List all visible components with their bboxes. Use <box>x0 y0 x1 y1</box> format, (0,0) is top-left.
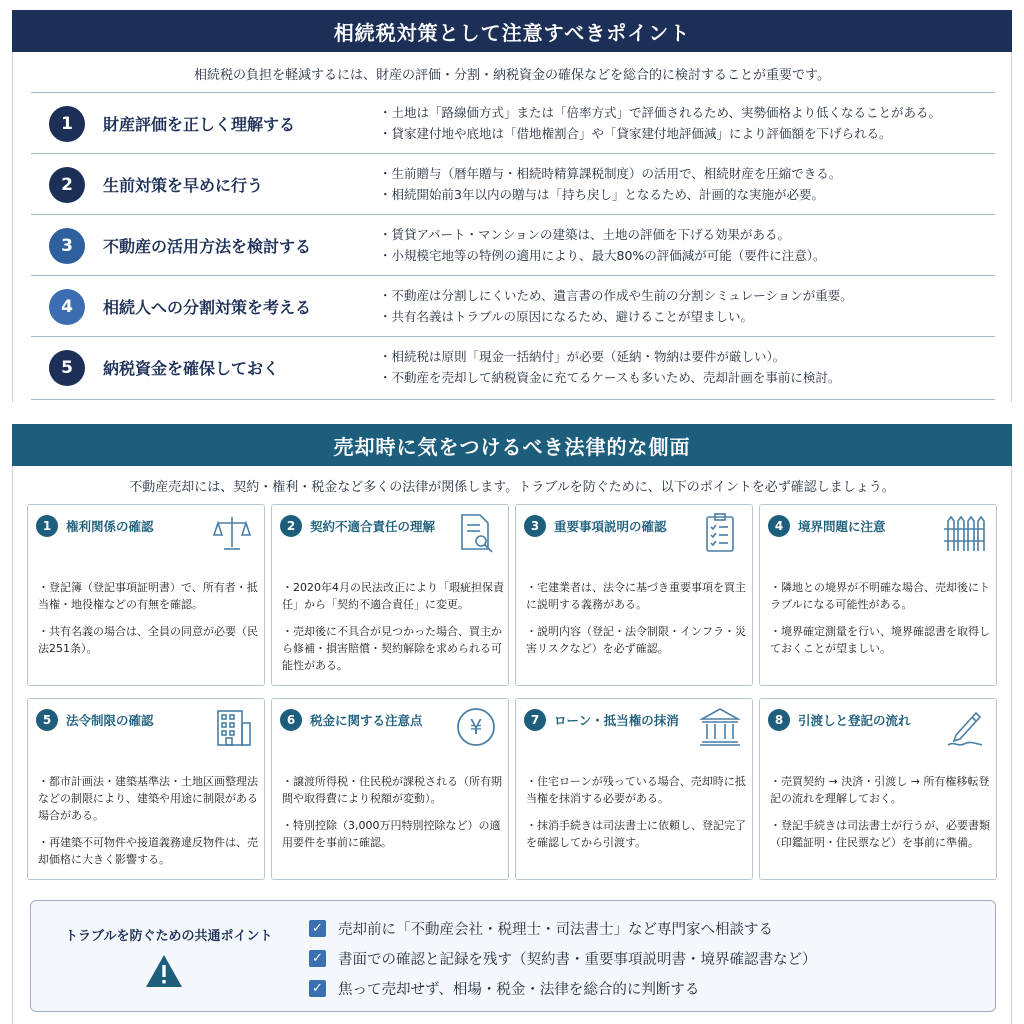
point-text: ・土地は「路線価方式」または「倍率方式」で評価されるため、実勢価格より低くなることがある。 <box>379 105 942 120</box>
s1-item-2 <box>31 153 995 214</box>
card-body <box>38 773 260 878</box>
point-text: ・2020年4月の民法改正により「瑕疵担保責任」から「契約不適合責任」に変更。 <box>282 581 504 611</box>
common-points-box <box>30 900 996 1012</box>
point-text: ・不動産は分割しにくいため、遺言書の作成や生前の分割シミュレーションが重要。 <box>379 288 853 303</box>
point-text: ・小規模宅地等の特例の適用により、最大80%の評価減が可能（要件に注意）。 <box>379 248 826 263</box>
point-text: ・住宅ローンが残っている場合、売却時に抵当権を抹消する必要がある。 <box>526 775 746 805</box>
card-contract <box>271 504 509 686</box>
bank-icon <box>698 705 742 749</box>
number-badge: 3 <box>524 515 546 537</box>
card-rights <box>27 504 265 686</box>
checkbox-icon: ✓ <box>309 920 326 937</box>
common-item-text: 売却前に「不動産会社・税理士・司法書士」など専門家へ相談する <box>338 921 773 938</box>
number-badge: 8 <box>768 709 790 731</box>
item-title: 不動産の活用方法を検討する <box>103 237 312 256</box>
common-list <box>309 913 817 1003</box>
card-body <box>526 773 748 861</box>
number-badge: 6 <box>280 709 302 731</box>
card-title: 契約不適合責任の理解 <box>310 519 436 534</box>
number-badge: 4 <box>768 515 790 537</box>
scales-icon <box>210 511 254 555</box>
item-points <box>379 102 989 144</box>
checkbox-icon: ✓ <box>309 980 326 997</box>
item-points <box>379 346 989 388</box>
common-item-text: 焦って売却せず、相場・税金・法律を総合的に判断する <box>338 981 700 998</box>
common-item <box>309 973 817 1003</box>
checkbox-icon: ✓ <box>309 950 326 967</box>
item-points <box>379 224 989 266</box>
item-title: 財産評価を正しく理解する <box>103 115 296 134</box>
warning-icon <box>144 953 184 989</box>
fence-icon <box>942 511 986 555</box>
divider <box>31 399 995 400</box>
point-text: ・相続開始前3年以内の贈与は「持ち戻し」となるため、計画的な実施が必要。 <box>379 187 824 202</box>
building-icon <box>210 705 254 749</box>
point-text: ・再建築不可物件や接道義務違反物件は、売却価格に大きく影響する。 <box>38 836 258 866</box>
card-body <box>282 579 504 684</box>
point-text: ・隣地との境界が不明確な場合、売却後にトラブルになる可能性がある。 <box>770 581 990 611</box>
s1-item-4 <box>31 275 995 336</box>
card-regulation <box>27 698 265 880</box>
card-title: 境界問題に注意 <box>798 519 886 534</box>
point-text: ・都市計画法・建築基準法・土地区画整理法などの制限により、建築や用途に制限がある場合がある。 <box>38 775 258 822</box>
section1-title: 相続税対策として注意すべきポイント <box>12 10 1012 52</box>
point-text: ・不動産を売却して納税資金に充てるケースも多いため、売却計画を事前に検討。 <box>379 370 841 385</box>
point-text: ・宅建業者は、法令に基づき重要事項を買主に説明する義務がある。 <box>526 581 746 611</box>
number-badge: 2 <box>49 167 85 203</box>
number-badge: 5 <box>49 350 85 386</box>
point-text: ・境界確定測量を行い、境界確認書を取得しておくことが望ましい。 <box>770 625 990 655</box>
point-text: ・貸家建付地や底地は「借地権割合」や「貸家建付地評価減」により評価額を下げられる。 <box>379 126 892 141</box>
point-text: ・登記簿（登記事項証明書）で、所有者・抵当権・地役権などの有無を確認。 <box>38 581 258 611</box>
item-title: 相続人への分割対策を考える <box>103 298 312 317</box>
section1-intro: 相続税の負担を軽減するには、財産の評価・分割・納税資金の確保などを総合的に検討することが重要です。 <box>194 68 830 83</box>
point-text: ・賃貸アパート・マンションの建築は、土地の評価を下げる効果がある。 <box>379 227 790 242</box>
card-boundary <box>759 504 997 686</box>
section2-title: 売却時に気をつけるべき法律的な側面 <box>12 424 1012 466</box>
pen-icon <box>942 705 986 749</box>
point-text: ・相続税は原則「現金一括納付」が必要（延納・物納は要件が厳しい）。 <box>379 349 786 364</box>
point-text: ・抹消手続きは司法書士に依頼し、登記完了を確認してから引渡す。 <box>526 819 746 849</box>
card-tax <box>271 698 509 880</box>
point-text: ・生前贈与（暦年贈与・相続時精算課税制度）の活用で、相続財産を圧縮できる。 <box>379 166 842 181</box>
card-explanation <box>515 504 753 686</box>
point-text: ・特別控除（3,000万円特別控除など）の適用要件を事前に確認。 <box>282 819 501 849</box>
item-points <box>379 285 989 327</box>
number-badge: 2 <box>280 515 302 537</box>
checklist-icon <box>698 511 742 555</box>
section2-intro: 不動産売却には、契約・権利・税金など多くの法律が関係します。トラブルを防ぐために、以下のポイントを必ず確認しましょう。 <box>129 480 895 495</box>
card-body <box>770 579 992 667</box>
point-text: ・登記手続きは司法書士が行うが、必要書類（印鑑証明・住民票など）を事前に準備。 <box>770 819 990 849</box>
item-points <box>379 163 989 205</box>
common-title: トラブルを防ぐための共通ポイント <box>65 929 273 944</box>
item-title: 納税資金を確保しておく <box>103 359 280 378</box>
item-title: 生前対策を早めに行う <box>103 176 264 195</box>
card-body <box>38 579 260 667</box>
number-badge: 5 <box>36 709 58 731</box>
yen-icon <box>454 705 498 749</box>
card-title: 重要事項説明の確認 <box>554 519 667 534</box>
number-badge: 1 <box>49 106 85 142</box>
point-text: ・売買契約 → 決済・引渡し → 所有権移転登記の流れを理解しておく。 <box>770 775 990 805</box>
point-text: ・共有名義はトラブルの原因になるため、避けることが望ましい。 <box>379 309 754 324</box>
common-item-text: 書面での確認と記録を残す（契約書・重要事項説明書・境界確認書など） <box>338 951 817 968</box>
card-body <box>526 579 748 667</box>
card-title: 法令制限の確認 <box>66 713 154 728</box>
s1-item-5 <box>31 336 995 397</box>
card-title: 引渡しと登記の流れ <box>798 713 911 728</box>
point-text: ・売却後に不具合が見つかった場合、買主から修補・損害賠償・契約解除を求められる可能性がある。 <box>282 625 502 672</box>
s1-item-1 <box>31 92 995 153</box>
point-text: ・共有名義の場合は、全員の同意が必要（民法251条）。 <box>38 625 258 655</box>
card-handover <box>759 698 997 880</box>
document-search-icon <box>454 511 498 555</box>
point-text: ・説明内容（登記・法令制限・インフラ・災害リスクなど）を必ず確認。 <box>526 625 746 655</box>
svg-text:¥: ¥ <box>469 715 483 739</box>
number-badge: 1 <box>36 515 58 537</box>
number-badge: 4 <box>49 289 85 325</box>
point-text: ・譲渡所得税・住民税が課税される（所有期間や取得費により税額が変動）。 <box>282 775 502 805</box>
card-title: ローン・抵当権の抹消 <box>554 713 679 728</box>
common-item <box>309 943 817 973</box>
common-item <box>309 913 817 943</box>
card-title: 権利関係の確認 <box>66 519 154 534</box>
number-badge: 3 <box>49 228 85 264</box>
s1-item-3 <box>31 214 995 275</box>
number-badge: 7 <box>524 709 546 731</box>
card-body <box>770 773 992 861</box>
card-loan <box>515 698 753 880</box>
card-body <box>282 773 504 861</box>
section1-panel <box>12 52 1012 402</box>
card-title: 税金に関する注意点 <box>310 713 423 728</box>
